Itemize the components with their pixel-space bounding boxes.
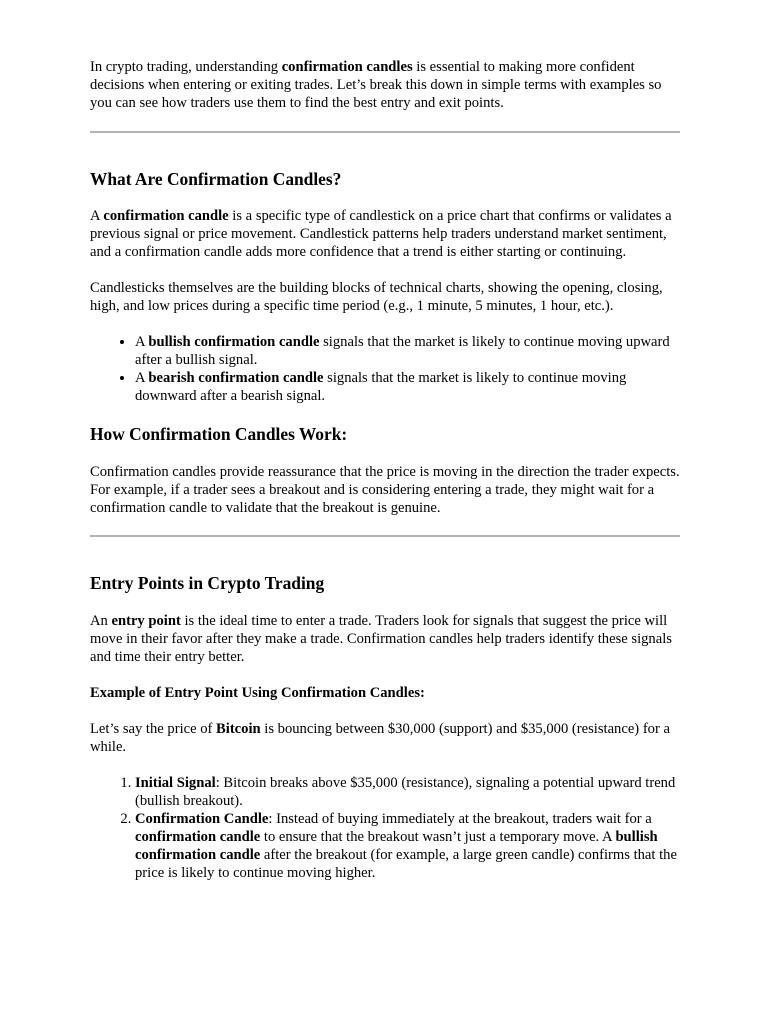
section-heading-how-work: How Confirmation Candles Work: xyxy=(90,424,348,444)
text: signals that the market is likely to continue moving downward after a bearish signal. xyxy=(135,370,627,404)
bullet-list xyxy=(90,333,680,405)
text: In crypto trading, understanding xyxy=(90,59,282,75)
section-heading-entry-points: Entry Points in Crypto Trading xyxy=(90,573,325,593)
text: is a specific type of candlestick on a price chart that confirms or validates a previous signal or price movement. Candlestick patterns help traders understand market sentiment, and a confirmation candle adds more confidence that a trend is either starting or continuing. xyxy=(90,208,672,260)
bold-term: bullish confirmation candle xyxy=(135,829,658,863)
list-item xyxy=(135,333,680,369)
bold-term: entry point xyxy=(111,613,181,629)
divider xyxy=(90,131,680,133)
bold-term: confirmation candles xyxy=(281,59,413,75)
text: to ensure that the breakout wasn’t just a temporary move. A xyxy=(260,829,616,845)
text: after the breakout (for example, a large green candle) confirms that the price is likely to continue moving higher. xyxy=(135,847,677,881)
bold-term: Initial Signal xyxy=(135,775,216,791)
text: is bouncing between $30,000 (support) and $35,000 (resistance) for a while. xyxy=(90,721,670,755)
bold-term: Confirmation Candle xyxy=(135,811,269,827)
list-item xyxy=(135,369,680,405)
list-item xyxy=(135,810,680,882)
text: : Instead of buying immediately at the breakout, traders wait for a xyxy=(268,811,652,827)
paragraph-bitcoin xyxy=(90,720,680,756)
paragraph-how-work: Confirmation candles provide reassurance that the price is moving in the direction the trader expects. For example, if a trader sees a breakout and is considering entering a trade, they might wait for a confirmation candle to validate that the breakout is genuine. xyxy=(90,464,680,516)
bold-term: Bitcoin xyxy=(216,721,261,737)
text: : Bitcoin breaks above $35,000 (resistance), signaling a potential upward trend (bullish breakout). xyxy=(135,775,676,809)
text: A xyxy=(135,370,149,386)
text: signals that the market is likely to continue moving upward after a bullish signal. xyxy=(135,334,670,368)
paragraph-candlesticks: Candlesticks themselves are the building blocks of technical charts, showing the opening, closing, high, and low prices during a specific time period (e.g., 1 minute, 5 minutes, 1 hour, etc.). xyxy=(90,280,663,314)
text: Let’s say the price of xyxy=(90,721,217,737)
text: An xyxy=(90,613,112,629)
paragraph-entry-point xyxy=(90,612,680,666)
document-content xyxy=(90,58,680,882)
section-heading-what-are: What Are Confirmation Candles? xyxy=(90,169,342,189)
bold-term: bearish confirmation candle xyxy=(148,370,324,386)
text: is essential to making more confident decisions when entering or exiting trades. Let’s break this down in simple terms with examples so you can see how traders use them to find the best entry and exit points. xyxy=(90,59,662,111)
subheading-example: Example of Entry Point Using Confirmation Candles: xyxy=(90,685,425,701)
text: is the ideal time to enter a trade. Traders look for signals that suggest the price will move in their favor after they make a trade. Confirmation candles help traders identify these signals and time their entry better. xyxy=(90,613,672,665)
bold-term: confirmation candle xyxy=(103,208,229,224)
text: A xyxy=(90,208,104,224)
paragraph-definition xyxy=(90,207,680,261)
text: A xyxy=(135,334,149,350)
intro-paragraph xyxy=(90,58,680,112)
numbered-list xyxy=(90,774,680,882)
list-item xyxy=(135,774,680,810)
divider xyxy=(90,535,680,537)
bold-term: bullish confirmation candle xyxy=(148,334,320,350)
bold-term: confirmation candle xyxy=(135,829,261,845)
